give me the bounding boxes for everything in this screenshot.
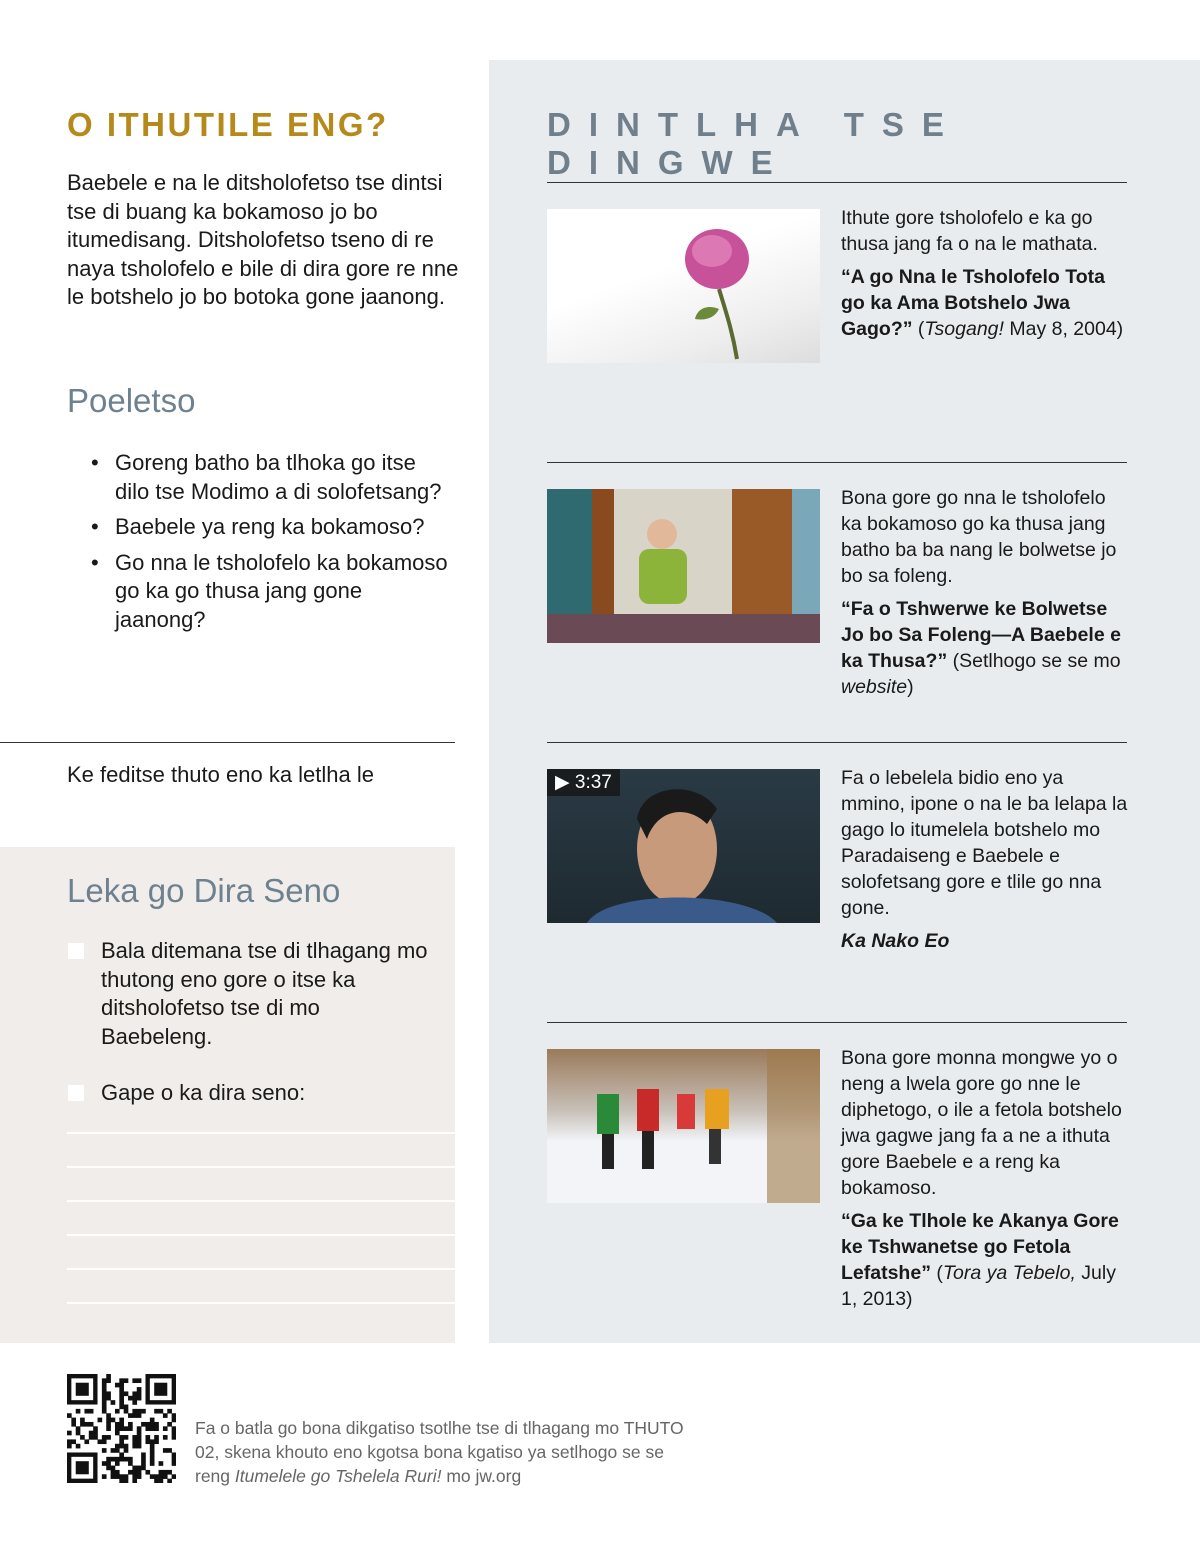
resource-item <box>841 1045 1131 1312</box>
checkbox[interactable] <box>68 943 84 959</box>
resource-description: Fa o lebelela bidio eno ya mmino, ipone o na le ba lelapa la gago lo itumelela botshelo mo Paradaiseng e Baebele e solofetsang gore e tlile go nna gone. <box>841 767 1128 919</box>
resource-description: Bona gore monna mongwe yo o neng a lwela gore go nne le diphetogo, o ile a fetola botshelo jwa gagwe jang fa a ne a ithuta gore Baebele e a reng ka bokamoso. <box>841 1047 1122 1199</box>
video-duration-badge: ▶ 3:37 <box>547 769 620 796</box>
writing-line[interactable] <box>67 1268 455 1270</box>
pink-flower-photo[interactable] <box>547 209 820 363</box>
footer-note: Fa o batla go bona dikgatiso tsotlhe tse di tlhagang mo THUTO 02, skena khouto eno kgotsa bona kgatiso ya setlhogo se se reng Itumelele go Tshelela Ruri! mo jw.org <box>195 1418 684 1486</box>
completion-date-label: Ke feditse thuto eno ka letlha le <box>67 762 374 787</box>
resource-item <box>841 205 1131 342</box>
review-question: • Baebele ya reng ka bokamoso? <box>115 513 455 542</box>
review-question: • Go nna le tsholofelo ka bokamoso go ka go thusa jang gone jaanong? <box>115 549 455 635</box>
resource-item <box>841 765 1131 954</box>
writing-line[interactable] <box>67 1302 455 1304</box>
resource-reference[interactable]: “A go Nna le Tsholofelo Tota go ka Ama Botshelo Jwa Gago?” (Tsogang! May 8, 2004) <box>841 266 1124 340</box>
try-item: Bala ditemana tse di tlhagang mo thutong eno gore o itse ka ditsholofetso tse di mo Baebeleng. <box>101 938 428 1049</box>
resource-item <box>841 485 1131 700</box>
man-in-wheelchair-photo[interactable] <box>547 489 820 643</box>
qr-code[interactable] <box>67 1374 176 1483</box>
family-walking-snow-photo[interactable] <box>547 1049 820 1203</box>
page-title: O ITHUTILE ENG? <box>67 106 389 143</box>
resource-description: Bona gore go nna le tsholofelo ka bokamoso go ka thusa jang batho ba ba nang le bolwetse jo bo sa foleng. <box>841 487 1117 587</box>
review-heading: Poeletso <box>67 382 196 419</box>
writing-line[interactable] <box>67 1234 455 1236</box>
writing-line[interactable] <box>67 1166 455 1168</box>
writing-line[interactable] <box>67 1200 455 1202</box>
divider <box>0 742 455 743</box>
resource-description: Ithute gore tsholofelo e ka go thusa jang fa o na le mathata. <box>841 207 1098 255</box>
divider <box>547 1022 1127 1023</box>
further-reading-title: DINTLHA TSE DINGWE <box>547 106 962 181</box>
try-item: Gape o ka dira seno: <box>101 1080 306 1105</box>
review-list <box>115 449 455 641</box>
divider <box>547 182 1127 183</box>
play-icon[interactable]: ▶ <box>555 772 575 793</box>
writing-line[interactable] <box>67 1132 455 1134</box>
review-question: • Goreng batho ba tlhoka go itse dilo tse Modimo a di solofetsang? <box>115 449 455 506</box>
divider <box>547 742 1127 743</box>
resource-reference[interactable]: “Ga ke Tlhole ke Akanya Gore ke Tshwanetse go Fetola Lefatshe” (Tora ya Tebelo, July 1, 2013) <box>841 1210 1119 1310</box>
resource-reference[interactable]: Ka Nako Eo <box>841 930 950 952</box>
summary-text: Baebele e na le ditsholofetso tse dintsi tse di buang ka bokamoso jo bo itumedisang. Ditsholofetso tseno di re naya tsholofelo e bile di dira gore re nne le botshelo jo bo botoka gone jaanong. <box>67 170 459 309</box>
checkbox[interactable] <box>68 1085 84 1101</box>
try-heading: Leka go Dira Seno <box>67 872 341 909</box>
resource-reference[interactable]: “Fa o Tshwerwe ke Bolwetse Jo bo Sa Foleng—A Baebele e ka Thusa?” (Setlhogo se se mo website) <box>841 598 1121 698</box>
divider <box>547 462 1127 463</box>
